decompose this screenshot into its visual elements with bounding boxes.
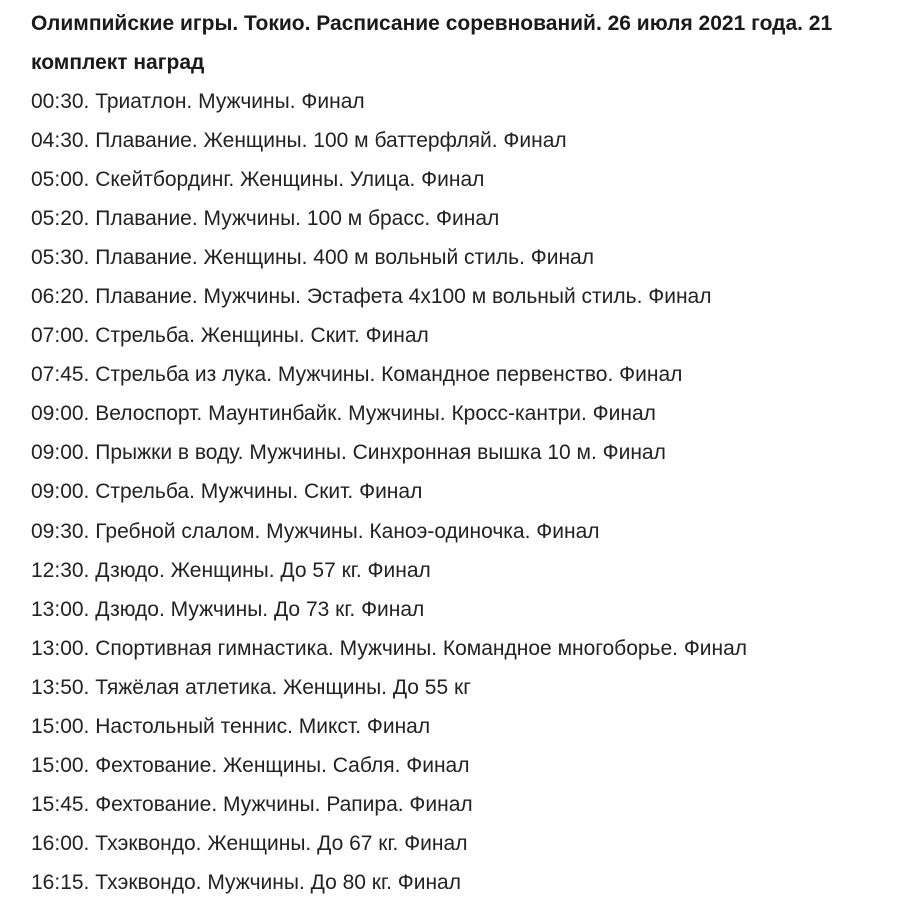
schedule-item: 05:30. Плавание. Женщины. 400 м вольный стиль. Финал bbox=[31, 246, 594, 270]
schedule-item: 15:00. Настольный теннис. Микст. Финал bbox=[31, 714, 431, 738]
schedule-item: 15:45. Фехтование. Мужчины. Рапира. Финал bbox=[31, 792, 473, 816]
schedule-title-line-2: комплект наград bbox=[31, 51, 205, 74]
schedule-item: 07:45. Стрельба из лука. Мужчины. Командное первенство. Финал bbox=[31, 363, 683, 387]
article-content bbox=[31, 4, 914, 902]
schedule-item: 15:00. Фехтование. Женщины. Сабля. Финал bbox=[31, 753, 470, 777]
schedule-item: 13:00. Спортивная гимнастика. Мужчины. Командное многоборье. Финал bbox=[31, 636, 748, 660]
schedule-item: 09:00. Прыжки в воду. Мужчины. Синхронная вышка 10 м. Финал bbox=[31, 441, 666, 465]
schedule-item: 09:30. Гребной слалом. Мужчины. Каноэ-одиночка. Финал bbox=[31, 519, 600, 543]
schedule-item: 16:00. Тхэквондо. Женщины. До 67 кг. Финал bbox=[31, 831, 468, 855]
schedule-item: 00:30. Триатлон. Мужчины. Финал bbox=[31, 90, 365, 113]
schedule-item: 13:00. Дзюдо. Мужчины. До 73 кг. Финал bbox=[31, 597, 425, 621]
schedule-item: 16:15. Тхэквондо. Мужчины. До 80 кг. Финал bbox=[31, 870, 461, 894]
schedule-item: 05:20. Плавание. Мужчины. 100 м брасс. Финал bbox=[31, 207, 500, 231]
schedule-item: 07:00. Стрельба. Женщины. Скит. Финал bbox=[31, 324, 429, 348]
schedule-title bbox=[31, 4, 914, 82]
schedule-item: 09:00. Стрельба. Мужчины. Скит. Финал bbox=[31, 480, 423, 504]
schedule-item: 04:30. Плавание. Женщины. 100 м баттерфляй. Финал bbox=[31, 129, 567, 153]
schedule-title-line-1: Олимпийские игры. Токио. Расписание соревнований. 26 июля 2021 года. 21 bbox=[31, 12, 833, 35]
schedule-item: 06:20. Плавание. Мужчины. Эстафета 4х100 м вольный стиль. Финал bbox=[31, 285, 712, 309]
schedule-item: 09:00. Велоспорт. Маунтинбайк. Мужчины. Кросс-кантри. Финал bbox=[31, 402, 656, 426]
schedule-item: 05:00. Скейтбординг. Женщины. Улица. Финал bbox=[31, 168, 485, 192]
schedule-item: 13:50. Тяжёлая атлетика. Женщины. До 55 кг bbox=[31, 675, 471, 699]
schedule-item: 12:30. Дзюдо. Женщины. До 57 кг. Финал bbox=[31, 558, 431, 582]
schedule-list bbox=[31, 82, 914, 902]
